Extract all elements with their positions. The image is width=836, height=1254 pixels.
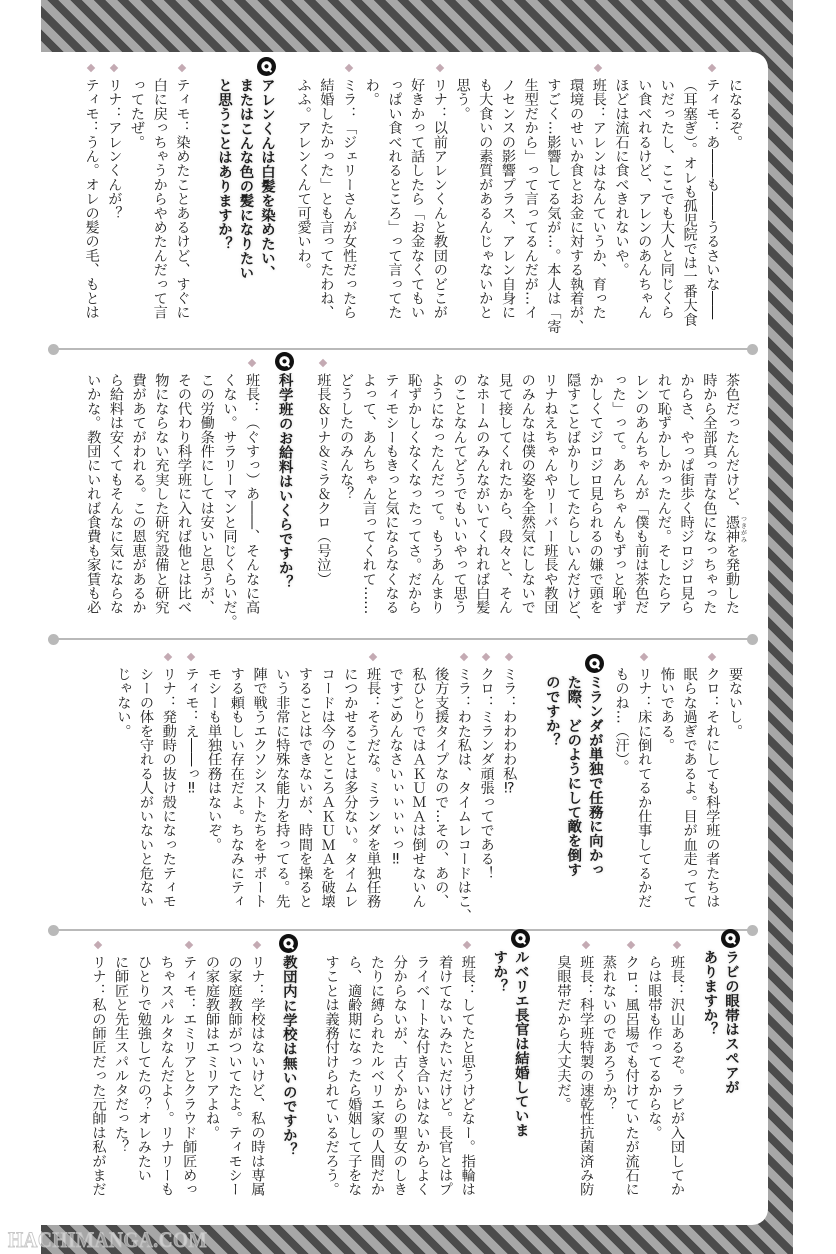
speaker-name: クロ (478, 667, 495, 696)
question-line: アレンくんは白髪を染めたい、 (258, 78, 275, 280)
answer-line: の家庭教師がついてたよ。ティモシー (226, 955, 243, 1197)
speaker-name: ミラ (455, 667, 472, 696)
answer-line: ら給料は安くてもそんなに気にならな (107, 373, 124, 615)
answer-line: いだったし、ここでも大人と同じくら (658, 78, 675, 320)
answer-line: からさ、やっぱ街歩く時ジロジロ見ら (678, 373, 695, 615)
answer-line: のみんなは僕の姿を全然気にしないで (519, 373, 536, 615)
answer-line: ちゃスパルタなんだよ～。リナリーも (158, 955, 175, 1197)
answer-line: 時から全部真っ青な色になっちゃった (701, 373, 718, 615)
answer-line: ら、適齢期になったら婚姻して子をな (346, 955, 363, 1197)
answer-line: 分からないが、古くからの聖女のしき (391, 955, 408, 1197)
question-line: ありますか？ (701, 950, 718, 1037)
answer-line: する頼もしい存在だよ。ちなみにティ (228, 667, 245, 909)
answer-text: アレンはなんていうか、育った (590, 120, 607, 320)
answer-line (498, 667, 521, 922)
answer-line: なホームのみんながいてくれれば白髪 (474, 373, 491, 615)
answer-block (292, 78, 360, 340)
question-block (488, 950, 531, 1212)
answer-line: 好きかって話したら「お金なくてもい (409, 78, 426, 320)
answer-line: ノセンスの影響プラス、アレン自身に (499, 78, 516, 320)
speaker-separator: ： (669, 983, 685, 998)
answer-text: エミリアとクラウド師匠めっ (181, 1011, 198, 1197)
answer-line: も大食いの素質があるんじゃないかと (477, 78, 494, 320)
answer-line: 着けてないみたいだけど。長官とはプ (437, 955, 454, 1197)
answer-line: 見て接してくれたから、段々と、そん (496, 373, 513, 615)
speaker-name: 班長＆リナ＆ミラ＆クロ (315, 373, 332, 530)
answer-line: その代わり科学班に入れば他とは比べ (176, 373, 193, 615)
ruby-text: つきがみ (739, 515, 747, 544)
answer-line (632, 667, 655, 922)
speaker-separator: ： (90, 983, 107, 998)
q-icon (279, 934, 298, 953)
answer-text: アレンくんが？ (106, 120, 123, 221)
answer-block (103, 78, 126, 340)
answer-line (456, 955, 479, 1217)
ruby-annotated-word (724, 515, 747, 544)
answer-line (361, 667, 384, 922)
spe aker-separator: ： (459, 983, 476, 998)
answer-line: 眠らな過ぎであるよ。目が血走ってて (681, 667, 698, 909)
answer-line: いう非常に特殊な能力を持ってる。先 (274, 667, 291, 909)
answer-line (720, 373, 746, 628)
question-block (540, 675, 605, 930)
answer-line: すことは義務付けられているだろう。 (323, 955, 340, 1197)
answer-block (360, 78, 451, 340)
qa-row-4 (87, 950, 741, 1217)
answer-block (112, 667, 180, 922)
answer-text: 私の師匠だった元帥は私がまだ (90, 997, 107, 1197)
answer-line (178, 955, 201, 1217)
section-divider (53, 348, 753, 350)
answer-line (701, 667, 724, 922)
answer-line: ほどは流石に食べきれないや。 (613, 78, 630, 277)
divider-end-dot (747, 925, 758, 936)
question-line: ルベリエ長官は結婚していま (512, 950, 529, 1138)
question-block (277, 955, 299, 1217)
answer-text: わた私は、タイムレコードはこ、 (455, 709, 472, 923)
divider-end-dot (48, 925, 59, 936)
speaker-name: 班長 (244, 373, 261, 402)
speaker-separator: ： (578, 983, 595, 998)
speaker-name: リナ (106, 78, 123, 107)
speaker-separator: ： (455, 695, 472, 710)
answer-line (620, 955, 643, 1217)
answer-line: ってたぜ。 (129, 78, 146, 149)
speaker-name: リナ (431, 78, 448, 107)
speaker-name: リナ (90, 955, 107, 984)
speaker-separator: ： (244, 401, 261, 416)
answer-text: ミランダ頑張ってである！ (478, 709, 495, 881)
answer-line: コードは今のところＡＫＵＭＡを破壊 (319, 667, 336, 909)
answer-line: レンのあんちゃんが「僕も前は茶色だ (633, 373, 650, 615)
question-block (698, 950, 741, 1212)
answer-block (109, 955, 200, 1217)
question-line: またはこんな色の髪になりたい (237, 78, 254, 280)
answer-block (451, 78, 610, 340)
question-line: ミランダが単独で任務に向かっ (586, 675, 603, 877)
speaker-separator: ： (636, 695, 653, 710)
speaker-separator: ： (623, 983, 640, 998)
answer-line (80, 78, 103, 340)
answer-line: （耳塞ぎ）。オレも孤児院では一番大食 (681, 78, 698, 327)
answer-line: ものね…（汗）。 (613, 667, 630, 774)
answer-block (180, 667, 203, 922)
answer-line: どうしたのみんな？ (338, 373, 355, 501)
answer-block (498, 667, 521, 922)
qa-row-1 (80, 78, 746, 340)
speaker-name: ティモ (83, 78, 100, 121)
answer-line: たりに縛られたルベリエ家の人間だか (368, 955, 385, 1197)
speaker-separator: ： (501, 695, 518, 710)
answer-line: っぱい食べれるところ」って言ってた (386, 78, 403, 320)
answer-text: え――っ‼ (183, 723, 200, 797)
speaker-separator: ： (341, 106, 358, 121)
answer-line (428, 78, 451, 340)
answer-text: 「ジェリーさんが女性だったら (341, 120, 358, 320)
speaker-name: ティモ (181, 955, 198, 998)
answer-line: することはできないが、時間を操ると (296, 667, 313, 909)
answer-block (87, 955, 110, 1217)
answer-block (597, 955, 642, 1217)
answer-line (246, 955, 269, 1217)
speaker-name: リナ (249, 955, 266, 984)
speaker-name: ティモ (174, 78, 191, 121)
answer-block (723, 667, 746, 922)
answer-line: 恥ずかしくなくなったってさ。だから (406, 373, 423, 615)
stage-direction-text: （号泣） (315, 529, 332, 587)
answer-text: そうだな。ミランダを単独任務 (365, 709, 382, 909)
answer-block (320, 955, 479, 1217)
qa-row-3 (112, 667, 746, 922)
answer-block (82, 373, 264, 628)
answer-line (452, 667, 475, 922)
divider-end-dot (48, 344, 59, 355)
answer-block (610, 78, 724, 340)
speaker-name: 班長 (578, 955, 595, 984)
answer-line: 隠すことばかりしてたらしいんだけど、 (565, 373, 582, 629)
question-line: のですか？ (543, 675, 560, 747)
divider-end-dot (747, 344, 758, 355)
question-line: と思うことはありますか？ (215, 78, 232, 251)
answer-line: 臭眼帯だから大丈夫だ。 (555, 955, 572, 1112)
answer-text: 沢山あるぞ。ラビが入団してか (669, 997, 685, 1197)
answer-line: 物にならない充実した研究設備と研究 (153, 373, 170, 615)
answer-block (655, 667, 723, 922)
answer-text: を発動した (724, 543, 740, 615)
answer-block (384, 667, 475, 922)
qa-row-2 (82, 373, 746, 628)
answer-block (610, 667, 655, 922)
question-line: すか？ (491, 950, 508, 994)
speaker-separator: ： (431, 106, 448, 121)
speaker-separator: ： (478, 695, 495, 710)
speaker-separator: ： (183, 709, 200, 724)
question-block (273, 373, 295, 628)
answer-line: よって、あんちゃん言ってくれて…… (360, 373, 377, 615)
answer-line: ようになったんだって。もうあんまり (428, 373, 445, 615)
speaker-name: クロ (623, 955, 640, 984)
answer-text: してたと思うけどなー。指輪は (459, 997, 476, 1197)
answer-text: 茶色だったんだけど、 (724, 373, 740, 515)
answer-line: 要ないし。 (727, 667, 743, 738)
speaker-separator: ： (181, 997, 198, 1012)
section-divider (53, 929, 753, 931)
answer-block (643, 955, 688, 1217)
answer-line: ライベートな付き合いはないからよく (414, 955, 431, 1197)
answer-line: 環境のせいか食とお金に対する執着が、 (568, 78, 585, 334)
stage-direction-block (312, 373, 335, 628)
answer-line: の家庭教師はエミリアよね。 (203, 955, 220, 1140)
answer-line (665, 955, 688, 1217)
speaker-name: 班長 (669, 955, 685, 984)
section-divider (53, 638, 753, 640)
answer-text: 染めたことあるけど、すぐに (174, 134, 191, 320)
answer-text: 風呂場でも付けていたが流石に (623, 997, 640, 1197)
answer-line: のことなんてどうでもいいやって思う (451, 373, 468, 615)
question-block (212, 78, 277, 340)
answer-block (552, 955, 597, 1217)
q-icon (721, 929, 740, 948)
answer-line: いかな。教団にいれば食費も家賃も必 (85, 373, 102, 615)
answer-line: 白に戻っちゃうからやめたんだって言 (151, 78, 168, 320)
answer-line: 結婚したかった」とも言ってたわね、 (318, 78, 335, 320)
speaker-name: クロ (704, 667, 721, 696)
answer-line: 思う。 (454, 78, 471, 121)
answer-line: い食べれるけど、アレンのあんちゃん (636, 78, 653, 320)
answer-text: あ――も――うるさいな―― (704, 134, 721, 320)
answer-text: わわわわ私⁉ (501, 709, 518, 797)
question-line: 教団内に学校は無いのですか？ (280, 955, 297, 1157)
answer-text: 学校はないけど、私の時は専属 (249, 997, 266, 1197)
speaker-name: 班長 (365, 667, 382, 696)
answer-line: ひとりで勉強してたの？オレみたい (135, 955, 152, 1183)
answer-line: 蒸れないのであろうか？ (600, 955, 617, 1112)
question-line: ラビの眼帯はスペアが (723, 950, 739, 1094)
answer-line (475, 667, 498, 922)
q-icon (257, 57, 276, 76)
speaker-separator: ： (83, 120, 100, 135)
question-line: た際、どのようにして敵を倒す (565, 675, 582, 877)
answer-line (157, 667, 180, 922)
answer-block (125, 78, 193, 340)
divider-end-dot (747, 634, 758, 645)
answer-line (103, 78, 126, 340)
speaker-separator: ： (174, 120, 191, 135)
answer-line: らは眼帯も作ってるからな。 (646, 955, 663, 1140)
answer-line: この労働条件にしては安いと思うが、 (198, 373, 215, 615)
speaker-separator: ： (704, 695, 721, 710)
answer-line (587, 78, 610, 340)
answer-line: 怖いである。 (658, 667, 675, 753)
speaker-name: ミラ (341, 78, 358, 107)
ruby-base: 憑神 (724, 515, 740, 544)
speaker-separator: ： (106, 106, 123, 121)
q-icon (275, 352, 294, 371)
answer-line: ティモシーもきっと気にならなくなる (383, 373, 400, 615)
answer-line (171, 78, 194, 340)
answer-line: じゃない。 (115, 667, 132, 738)
answer-text: 以前アレンくんと教団のどこが (431, 120, 448, 320)
answer-line: ふふ。アレンくんて可愛いわ。 (295, 78, 312, 277)
answer-line (337, 78, 360, 340)
q-icon (585, 654, 604, 673)
speaker-separator: ： (160, 695, 177, 710)
speaker-name: 班長 (459, 955, 476, 984)
answer-line (180, 667, 203, 922)
answer-line: リナねえちゃんやリーバー班長や教団 (542, 373, 559, 615)
answer-line: に師匠と先生スパルタだった？ (113, 955, 130, 1154)
answer-line: シーの体を守れる人がいないと危ない (138, 667, 155, 909)
speaker-name: ティモ (183, 667, 200, 710)
answer-line: れて恥ずかしかったんだ。そしたらア (655, 373, 672, 615)
divider-end-dot (48, 634, 59, 645)
answer-line: 後方支援タイプなので…その、あの、 (433, 667, 450, 909)
speaker-separator: ： (249, 983, 266, 998)
answer-block (202, 667, 384, 922)
answer-line: 私ひとりではＡＫＵＭＡは倒せないん (410, 667, 427, 909)
answer-line: すごく…影響してる気が…。本人は「寄 (545, 78, 562, 334)
answer-line: った」って。あんちゃんもずっと恥ず (610, 373, 627, 615)
answer-line: ですごめんなさいぃぃぃぃっ‼ (387, 667, 404, 868)
answer-line: 生型だから」って言ってるんだが…イ (522, 78, 539, 320)
answer-text: （ぐすっ）あ――、そんなに高 (244, 415, 261, 615)
answer-block (334, 373, 746, 628)
answer-line (240, 373, 263, 628)
speaker-name: ミラ (501, 667, 518, 696)
watermark: HACHIMANGA.COM (8, 1227, 208, 1252)
speaker-separator: ： (365, 695, 382, 710)
answer-block (200, 955, 268, 1217)
answer-text: それにしても科学班の者たちは (704, 709, 721, 909)
speaker-separator: ： (590, 106, 607, 121)
answer-line: になるぞ。 (727, 78, 743, 149)
speaker-name: 班長 (590, 78, 607, 107)
answer-line: モシーも単独任務はないぞ。 (206, 667, 223, 852)
answer-text: 床に倒れてるか仕事してるかだ (636, 709, 653, 909)
answer-text: 科学班特製の速乾性抗菌済み防 (578, 997, 595, 1197)
answer-line (701, 78, 724, 340)
answer-line: かしくてジロジロ見られるの嫌で頭を (587, 373, 604, 615)
answer-line: 陣で戦うエクソシストたちをサポート (251, 667, 268, 909)
answer-line: につかせることは多分ない。タイムレ (342, 667, 359, 909)
answer-line (87, 955, 110, 1217)
answer-block (723, 78, 746, 340)
answer-block (475, 667, 498, 922)
answer-line: わ。 (363, 78, 380, 107)
speaker-name: ティモ (704, 78, 721, 121)
answer-line (312, 373, 335, 628)
question-line: 科学班のお給料はいくらですか？ (276, 373, 293, 589)
answer-line: 費があてがわれる。この恩恵があるか (130, 373, 147, 615)
speaker-name: リナ (636, 667, 653, 696)
answer-text: うん。オレの髪の毛、もとは (83, 134, 100, 320)
q-icon (511, 929, 530, 948)
speaker-separator: ： (704, 120, 721, 135)
answer-block (80, 78, 103, 340)
answer-text: 発動時の抜け殻になったティモ (160, 709, 177, 909)
speaker-name: リナ (160, 667, 177, 696)
answer-line (574, 955, 597, 1217)
answer-line: くない。サラリーマンと同じくらいだ。 (221, 373, 238, 629)
